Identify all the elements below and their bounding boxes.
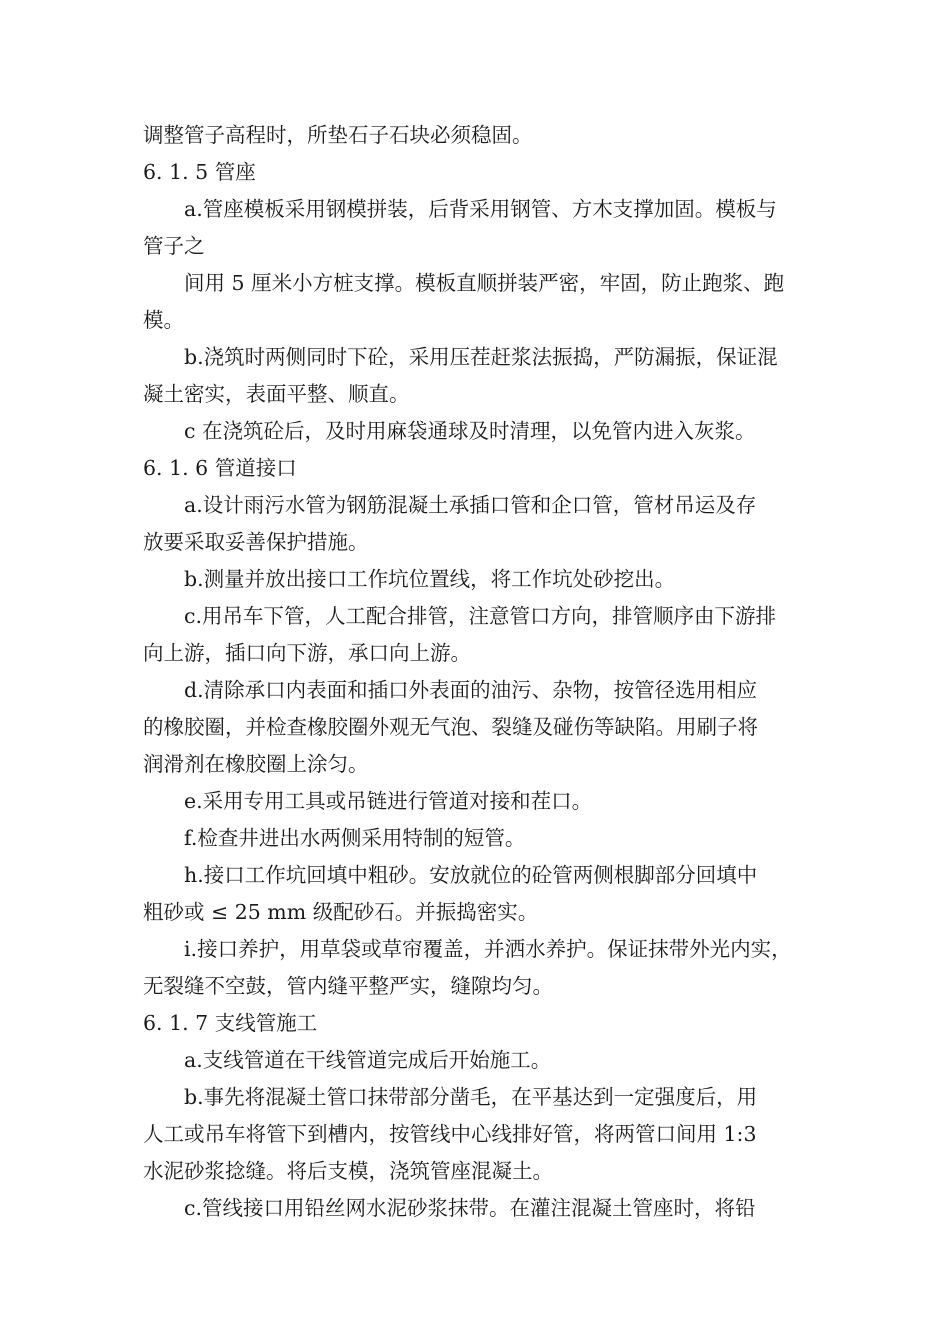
paragraph-line: a.管座模板采用钢模拼装，后背采用钢管、方木支撑加固。模板与 — [184, 197, 777, 221]
section-heading: 6. 1. 7 支线管施工 — [143, 1011, 318, 1035]
paragraph-line: 管子之 — [143, 234, 205, 258]
paragraph-line: d.清除承口内表面和插口外表面的油污、杂物，按管径选用相应 — [184, 678, 758, 702]
paragraph-line: 的橡胶圈，并检查橡胶圈外观无气泡、裂缝及碰伤等缺陷。用刷子将 — [143, 715, 758, 739]
section-heading: 6. 1. 6 管道接口 — [143, 456, 297, 480]
paragraph-line: c 在浇筑砼后，及时用麻袋通球及时清理，以免管内进入灰浆。 — [184, 419, 756, 443]
paragraph-line: 放要采取妥善保护措施。 — [143, 530, 369, 554]
paragraph-line: f.检查井进出水两侧采用特制的短管。 — [184, 826, 526, 850]
paragraph-line: b.事先将混凝土管口抹带部分凿毛，在平基达到一定强度后，用 — [184, 1085, 758, 1109]
paragraph-line: a.支线管道在干线管道完成后开始施工。 — [184, 1048, 552, 1072]
paragraph-line: b.测量并放出接口工作坑位置线，将工作坑处砂挖出。 — [184, 567, 676, 591]
document-body — [143, 117, 823, 1227]
paragraph-line: 凝土密实，表面平整、顺直。 — [143, 382, 410, 406]
paragraph-line: 无裂缝不空鼓，管内缝平整严实，缝隙均匀。 — [143, 974, 553, 998]
paragraph-line: 间用 5 厘米小方桩支撑。模板直顺拼装严密，牢固，防止跑浆、跑 — [184, 271, 785, 295]
paragraph-line: c.管线接口用铅丝网水泥砂浆抹带。在灌注混凝土管座时，将铅 — [184, 1196, 756, 1220]
paragraph-line: e.采用专用工具或吊链进行管道对接和茬口。 — [184, 789, 593, 813]
paragraph-line: 水泥砂浆捻缝。将后支模，浇筑管座混凝土。 — [143, 1159, 553, 1183]
section-heading: 6. 1. 5 管座 — [143, 160, 256, 184]
paragraph-line: c.用吊车下管，人工配合排管，注意管口方向，排管顺序由下游排 — [184, 604, 776, 628]
paragraph-line: 调整管子高程时，所垫石子石块必须稳固。 — [143, 123, 533, 147]
paragraph-line: i.接口养护，用草袋或草帘覆盖，并洒水养护。保证抹带外光内实， — [184, 937, 792, 961]
paragraph-line: b.浇筑时两侧同时下砼，采用压茬赶浆法振捣，严防漏振，保证混 — [184, 345, 778, 369]
paragraph-line: 模。 — [143, 308, 184, 332]
paragraph-line: 人工或吊车将管下到槽内，按管线中心线排好管，将两管口间用 1:3 — [143, 1122, 757, 1146]
paragraph-line: 向上游，插口向下游，承口向上游。 — [143, 641, 471, 665]
paragraph-line: a.设计雨污水管为钢筋混凝土承插口管和企口管，管材吊运及存 — [184, 493, 757, 517]
paragraph-line: 粗砂或 ≤ 25 mm 级配砂石。并振捣密实。 — [143, 900, 539, 924]
paragraph-line: 润滑剂在橡胶圈上涂匀。 — [143, 752, 369, 776]
paragraph-line: h.接口工作坑回填中粗砂。安放就位的砼管两侧根脚部分回填中 — [184, 863, 758, 887]
